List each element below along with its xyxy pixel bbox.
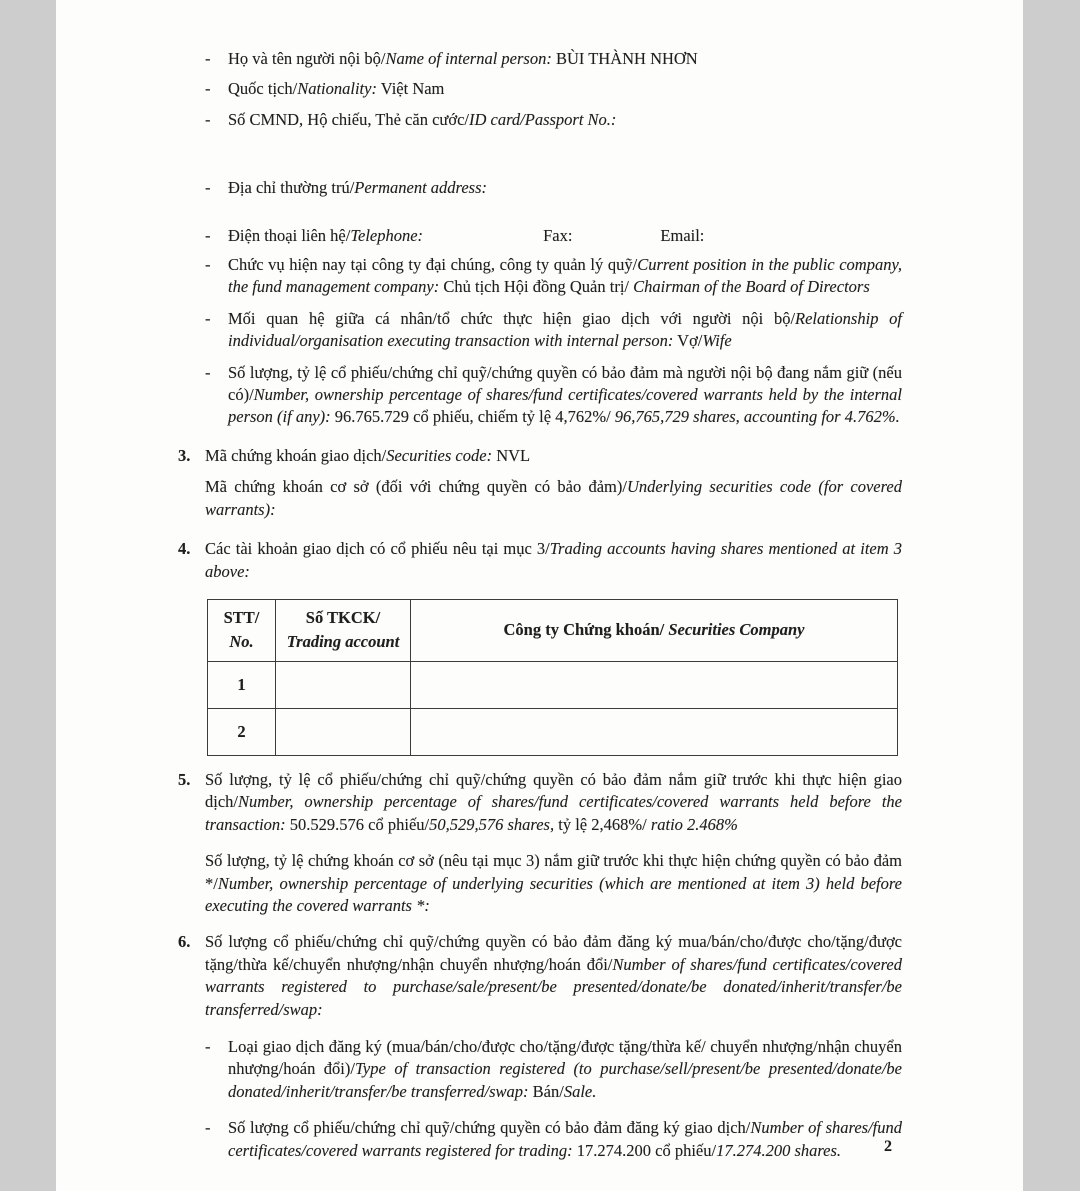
table-row	[208, 708, 898, 755]
field-value: Bán/	[528, 1081, 564, 1101]
field-registered-shares	[178, 1117, 902, 1162]
label-en: Number of shares/fund certificates/covered warrants registered to purchase/sale/present/be presented/donate/be donated/inherit/transfer/be transferred/swap:	[205, 954, 902, 1019]
field-value: BÙI THÀNH NHƠN	[551, 49, 698, 68]
label-en: Number, ownership percentage of underlying securities (which are mentioned at item 3) held before executing the covered warrants *:	[205, 873, 902, 915]
label-vi: Số lượng, tỷ lệ chứng khoán cơ sở (nêu tại mục 3) nắm giữ trước khi thực hiện chứng quyền có bảo đảm */	[205, 851, 902, 893]
table-header-row	[208, 599, 898, 661]
item-underlying-before-warrants	[178, 850, 902, 917]
field-value-en: Chairman of the Board of Directors	[633, 277, 870, 297]
scan-edge-right	[1023, 0, 1080, 1191]
header-vi: STT/	[223, 608, 260, 628]
field-value-en: 50,529,576 shares,	[429, 814, 555, 834]
label-vi: Chức vụ hiện nay tại công ty đại chúng, công ty quản lý quỹ/	[228, 255, 638, 275]
dash-bullet: -	[205, 1118, 211, 1138]
dash-bullet: -	[205, 109, 211, 129]
field-value-en: Wife	[702, 331, 732, 351]
field-transaction-type	[178, 1036, 902, 1103]
field-nationality	[178, 78, 902, 100]
label-en: Nationality:	[297, 79, 377, 99]
item-shares-before-transaction	[178, 769, 902, 836]
label-vi: Số lượng cổ phiếu/chứng chỉ quỹ/chứng quyền có bảo đảm đăng ký giao dịch/	[228, 1118, 751, 1138]
field-relationship	[178, 308, 902, 353]
cell-no: 2	[208, 708, 276, 755]
label-vi: Họ và tên người nội bộ/	[228, 49, 386, 68]
field-value: Việt Nam	[376, 79, 445, 99]
col-header-company	[411, 599, 898, 661]
field-value-en: 17.274.200 shares.	[716, 1140, 842, 1160]
cell-company	[411, 708, 898, 755]
label-vi: Mã chứng khoán giao dịch/	[205, 445, 387, 465]
label-vi: Các tài khoản giao dịch có cổ phiếu nêu tại mục 3/	[205, 539, 550, 559]
label-vi: Mã chứng khoán cơ sở (đối với chứng quyền có bảo đảm)/	[205, 477, 627, 497]
item-number: 5.	[178, 769, 191, 789]
scan-edge-left	[0, 0, 56, 1191]
dash-bullet: -	[205, 49, 211, 68]
dash-bullet: -	[205, 225, 211, 245]
header-vi: Số TKCK/	[305, 608, 381, 628]
label-vi: Quốc tịch/	[228, 79, 298, 99]
field-id-card	[178, 109, 902, 131]
item-registered-transaction	[178, 931, 902, 1021]
header-en: Trading account	[286, 632, 400, 652]
header-en: No.	[229, 632, 254, 652]
header-vi: Công ty Chứng khoán/	[503, 620, 665, 640]
cell-no: 1	[208, 661, 276, 708]
label-en: Number of shares/fund certificates/covered warrants registered for trading:	[228, 1118, 902, 1160]
label-en: Relationship of individual/organisation executing transaction with internal person:	[228, 308, 902, 351]
field-value: Chủ tịch Hội đồng Quản trị/	[439, 277, 634, 297]
field-value: NVL	[492, 445, 531, 465]
label-en: Securities code:	[386, 445, 493, 465]
field-value: 17.274.200 cổ phiếu/	[572, 1140, 717, 1160]
field-value-en: ratio 2.468%	[650, 814, 738, 834]
label-vi: Loại giao dịch đăng ký (mua/bán/cho/được cho/tặng/được tặng/thừa kế/ chuyển nhượng/nhận chuyển nhượng/hoán đổi)/	[228, 1036, 902, 1079]
label-en: Underlying securities code (for covered warrants):	[205, 477, 902, 519]
cell-account	[276, 661, 411, 708]
table-row	[208, 661, 898, 708]
dash-bullet: -	[205, 1036, 211, 1056]
label-email: Email:	[660, 225, 705, 245]
dash-bullet: -	[205, 362, 211, 382]
field-value: Vợ/	[673, 331, 703, 351]
field-contact	[178, 225, 902, 247]
col-header-stt	[208, 599, 276, 661]
label-vi: Mối quan hệ giữa cá nhân/tổ chức thực hiện giao dịch với người nội bộ/	[228, 308, 796, 328]
dash-bullet: -	[205, 178, 211, 198]
field-shares-held	[178, 362, 902, 429]
item-number: 4.	[178, 539, 191, 559]
field-current-position	[178, 254, 902, 299]
field-value: tỷ lệ 2,468%/	[554, 814, 651, 834]
label-en: Type of transaction registered (to purchase/sell/present/be presented/donate/be donated/inherit/transfer/be transferred/swap:	[228, 1059, 902, 1101]
label-en: Number, ownership percentage of shares/fund certificates/covered warrants held before the transaction:	[205, 792, 902, 834]
dash-bullet: -	[205, 308, 211, 328]
field-value: 50.529.576 cổ phiếu/	[285, 814, 430, 834]
item-securities-code	[178, 445, 902, 467]
field-value-en: 96,765,729 shares, accounting for 4.762%.	[614, 407, 900, 427]
label-fax: Fax:	[543, 225, 573, 245]
item-number: 3.	[178, 445, 191, 465]
label-en: Permanent address:	[354, 178, 488, 198]
label-en: ID card/Passport No.:	[468, 109, 617, 129]
label-en: Current position in the public company, the fund management company:	[228, 255, 903, 297]
label-vi: Địa chỉ thường trú/	[228, 178, 355, 198]
item-underlying-securities-code	[178, 476, 902, 521]
header-en: Securities Company	[664, 620, 805, 640]
cell-account	[276, 708, 411, 755]
item-trading-accounts	[178, 538, 902, 583]
label-vi: Số lượng, tỷ lệ cổ phiếu/chứng chỉ quỹ/chứng quyền có bảo đảm nắm giữ trước khi thực hiện giao dịch/	[205, 769, 902, 812]
field-permanent-address	[178, 177, 902, 199]
label-vi: Số lượng, tỷ lệ cổ phiếu/chứng chỉ quỹ/chứng quyền có bảo đảm mà người nội bộ đang nắm giữ (nếu có)/	[228, 362, 902, 405]
dash-bullet: -	[205, 79, 211, 99]
item-number: 6.	[178, 932, 191, 952]
col-header-account	[276, 599, 411, 661]
label-vi: Điện thoại liên hệ/	[228, 225, 351, 245]
trading-accounts-table	[207, 599, 898, 756]
dash-bullet: -	[205, 255, 211, 275]
field-value-en: Sale.	[563, 1081, 597, 1101]
field-value: 96.765.729 cổ phiếu, chiếm tỷ lệ 4,762%/	[330, 407, 615, 427]
label-vi: Số CMND, Hộ chiếu, Thẻ căn cước/	[228, 109, 469, 129]
document-content	[178, 0, 902, 1162]
label-vi: Số lượng cổ phiếu/chứng chỉ quỹ/chứng quyền có bảo đảm đăng ký mua/bán/cho/được cho/tặng/được tặng/thừa kế/chuyển nhượng/nhận chuyển nhượng/hoán đổi/	[205, 932, 902, 974]
label-en: Trading accounts having shares mentioned at item 3 above:	[205, 539, 902, 581]
page-number: 2	[884, 1138, 892, 1155]
label-en: Telephone:	[350, 225, 424, 245]
label-en: Number, ownership percentage of shares/fund certificates/covered warrants held by the internal person (if any):	[228, 385, 902, 427]
label-en: Name of internal person:	[385, 49, 552, 68]
field-internal-person-name	[178, 48, 902, 70]
cell-company	[411, 661, 898, 708]
